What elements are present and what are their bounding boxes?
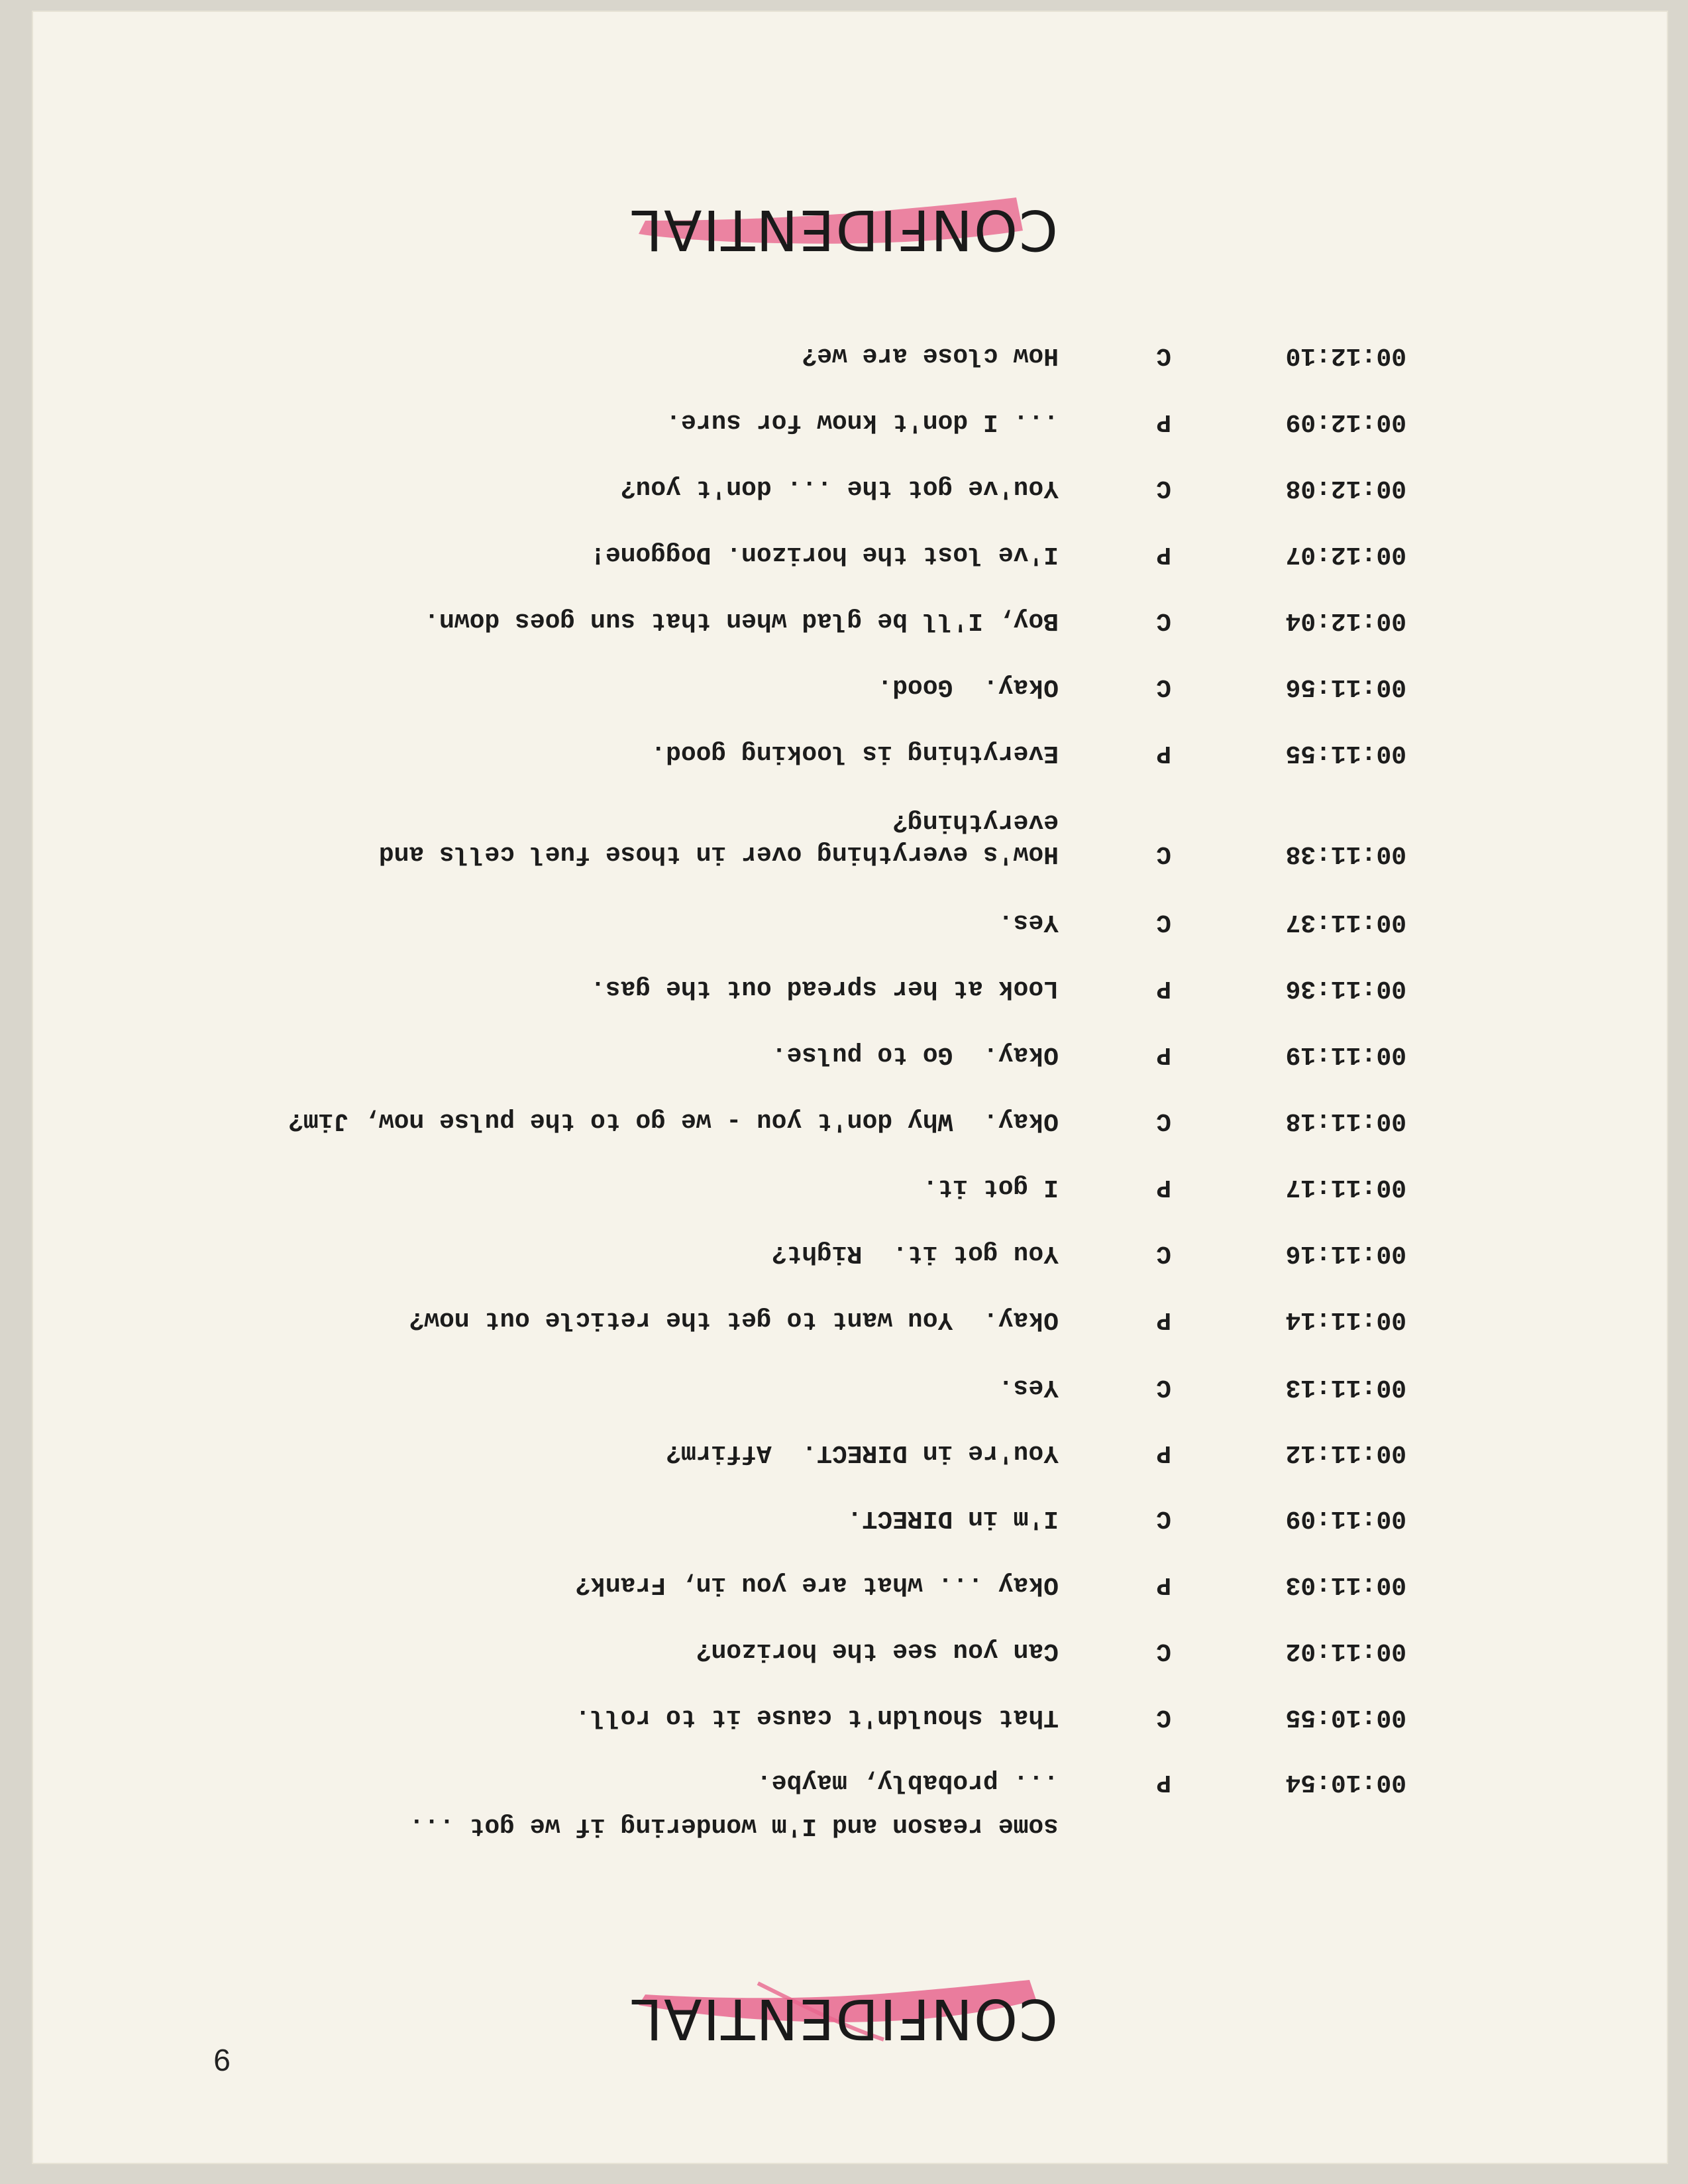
timestamp: 00:12:04 xyxy=(1285,606,1406,635)
utterance-text: Boy, I'll be glad when that sun goes down. xyxy=(424,606,1059,635)
stamp-word-bottom: CONFIDENTIAL xyxy=(630,197,1058,262)
transcript-row xyxy=(0,1559,1688,1599)
timestamp: 00:11:38 xyxy=(1285,840,1406,868)
speaker-code: C xyxy=(1156,606,1171,635)
transcript-row xyxy=(0,595,1688,635)
timestamp: 00:10:55 xyxy=(1285,1703,1406,1731)
timestamp: 00:11:12 xyxy=(1285,1439,1406,1467)
utterance-text: I got it. xyxy=(922,1173,1059,1201)
utterance-text: You're in DIRECT. Affirm? xyxy=(666,1439,1059,1467)
transcript-row xyxy=(0,463,1688,502)
utterance-text: Can you see the horizon? xyxy=(696,1637,1059,1665)
utterance-text: You got it. Right? xyxy=(771,1239,1059,1268)
timestamp: 00:11:36 xyxy=(1285,974,1406,1003)
speaker-code: P xyxy=(1156,540,1171,569)
utterance-text-continued: everything? xyxy=(892,808,1059,836)
timestamp: 00:12:07 xyxy=(1285,540,1406,569)
timestamp: 00:11:02 xyxy=(1285,1637,1406,1665)
utterance-text: I've lost the horizon. Doggone! xyxy=(590,540,1059,569)
transcript-row xyxy=(0,728,1688,767)
transcript-row xyxy=(0,1228,1688,1268)
utterance-text: Okay. Why don't you - we go to the pulse now, Jim? xyxy=(288,1107,1059,1135)
timestamp: 00:11:55 xyxy=(1285,739,1406,767)
utterance-text: Yes. xyxy=(998,1373,1059,1401)
timestamp: 00:11:13 xyxy=(1285,1373,1406,1401)
transcript-row xyxy=(0,1427,1688,1467)
utterance-text: You've got the ... don't you? xyxy=(620,474,1059,502)
speaker-code: P xyxy=(1156,1768,1171,1796)
transcript-row xyxy=(0,1493,1688,1533)
utterance-text: Everything is looking good. xyxy=(651,739,1059,767)
speaker-code: P xyxy=(1156,1439,1171,1467)
speaker-code: C xyxy=(1156,908,1171,936)
timestamp: 00:11:17 xyxy=(1285,1173,1406,1201)
utterance-text: Yes. xyxy=(998,908,1059,936)
timestamp: 00:11:14 xyxy=(1285,1305,1406,1334)
speaker-code: P xyxy=(1156,1040,1171,1069)
transcript-row xyxy=(0,1029,1688,1069)
speaker-code: P xyxy=(1156,974,1171,1003)
page-number: 9 xyxy=(213,2043,231,2077)
continuation-text: some reason and I'm wondering if we got ... xyxy=(409,1812,1059,1840)
speaker-code: P xyxy=(1156,408,1171,436)
timestamp: 00:11:09 xyxy=(1285,1504,1406,1533)
speaker-code: C xyxy=(1156,1703,1171,1731)
transcript-row xyxy=(0,1294,1688,1334)
transcript-row xyxy=(0,1362,1688,1401)
transcript-row-continuation xyxy=(0,796,1688,836)
timestamp: 00:12:10 xyxy=(1285,341,1406,370)
speaker-code: C xyxy=(1156,1107,1171,1135)
transcript-row xyxy=(0,396,1688,436)
timestamp: 00:12:09 xyxy=(1285,408,1406,436)
confidential-stamp-bottom xyxy=(0,197,1688,262)
utterance-text: That shouldn't cause it to roll. xyxy=(575,1703,1059,1731)
utterance-text: How close are we? xyxy=(802,341,1059,370)
transcript-row xyxy=(0,330,1688,370)
utterance-text: Okay. Go to pulse. xyxy=(771,1040,1059,1069)
speaker-code: C xyxy=(1156,1504,1171,1533)
timestamp: 00:11:37 xyxy=(1285,908,1406,936)
transcript-row xyxy=(0,1095,1688,1135)
transcript-row xyxy=(0,1757,1688,1796)
utterance-text: ... I don't know for sure. xyxy=(666,408,1059,436)
timestamp: 00:12:08 xyxy=(1285,474,1406,502)
speaker-code: P xyxy=(1156,1570,1171,1599)
utterance-text: Okay ... what are you in, Frank? xyxy=(575,1570,1059,1599)
transcript-row xyxy=(0,897,1688,936)
speaker-code: P xyxy=(1156,739,1171,767)
speaker-code: P xyxy=(1156,1173,1171,1201)
speaker-code: C xyxy=(1156,1239,1171,1268)
timestamp: 00:11:18 xyxy=(1285,1107,1406,1135)
utterance-text: How's everything over in those fuel cells and xyxy=(378,840,1059,868)
timestamp: 00:11:16 xyxy=(1285,1239,1406,1268)
utterance-text: ... probably, maybe. xyxy=(756,1768,1059,1796)
transcript-row xyxy=(0,529,1688,569)
transcript-row xyxy=(0,1692,1688,1731)
confidential-stamp-top xyxy=(0,1987,1688,2051)
transcript-row xyxy=(0,1625,1688,1665)
timestamp: 00:11:19 xyxy=(1285,1040,1406,1069)
timestamp: 00:10:54 xyxy=(1285,1768,1406,1796)
speaker-code: C xyxy=(1156,673,1171,701)
transcript-row xyxy=(0,1162,1688,1201)
speaker-code: C xyxy=(1156,1637,1171,1665)
utterance-text: Okay. You want to get the reticle out now? xyxy=(409,1305,1059,1334)
continuation-line xyxy=(0,1812,1688,1869)
utterance-text: Okay. Good. xyxy=(877,673,1059,701)
utterance-text: I'm in DIRECT. xyxy=(847,1504,1059,1533)
speaker-code: C xyxy=(1156,840,1171,868)
timestamp: 00:11:03 xyxy=(1285,1570,1406,1599)
stamp-word-top: CONFIDENTIAL xyxy=(630,1987,1058,2051)
speaker-code: C xyxy=(1156,474,1171,502)
speaker-code: C xyxy=(1156,1373,1171,1401)
timestamp: 00:11:56 xyxy=(1285,673,1406,701)
utterance-text: Look at her spread out the gas. xyxy=(590,974,1059,1003)
transcript-row xyxy=(0,963,1688,1003)
speaker-code: P xyxy=(1156,1305,1171,1334)
speaker-code: C xyxy=(1156,341,1171,370)
transcript-row xyxy=(0,661,1688,701)
